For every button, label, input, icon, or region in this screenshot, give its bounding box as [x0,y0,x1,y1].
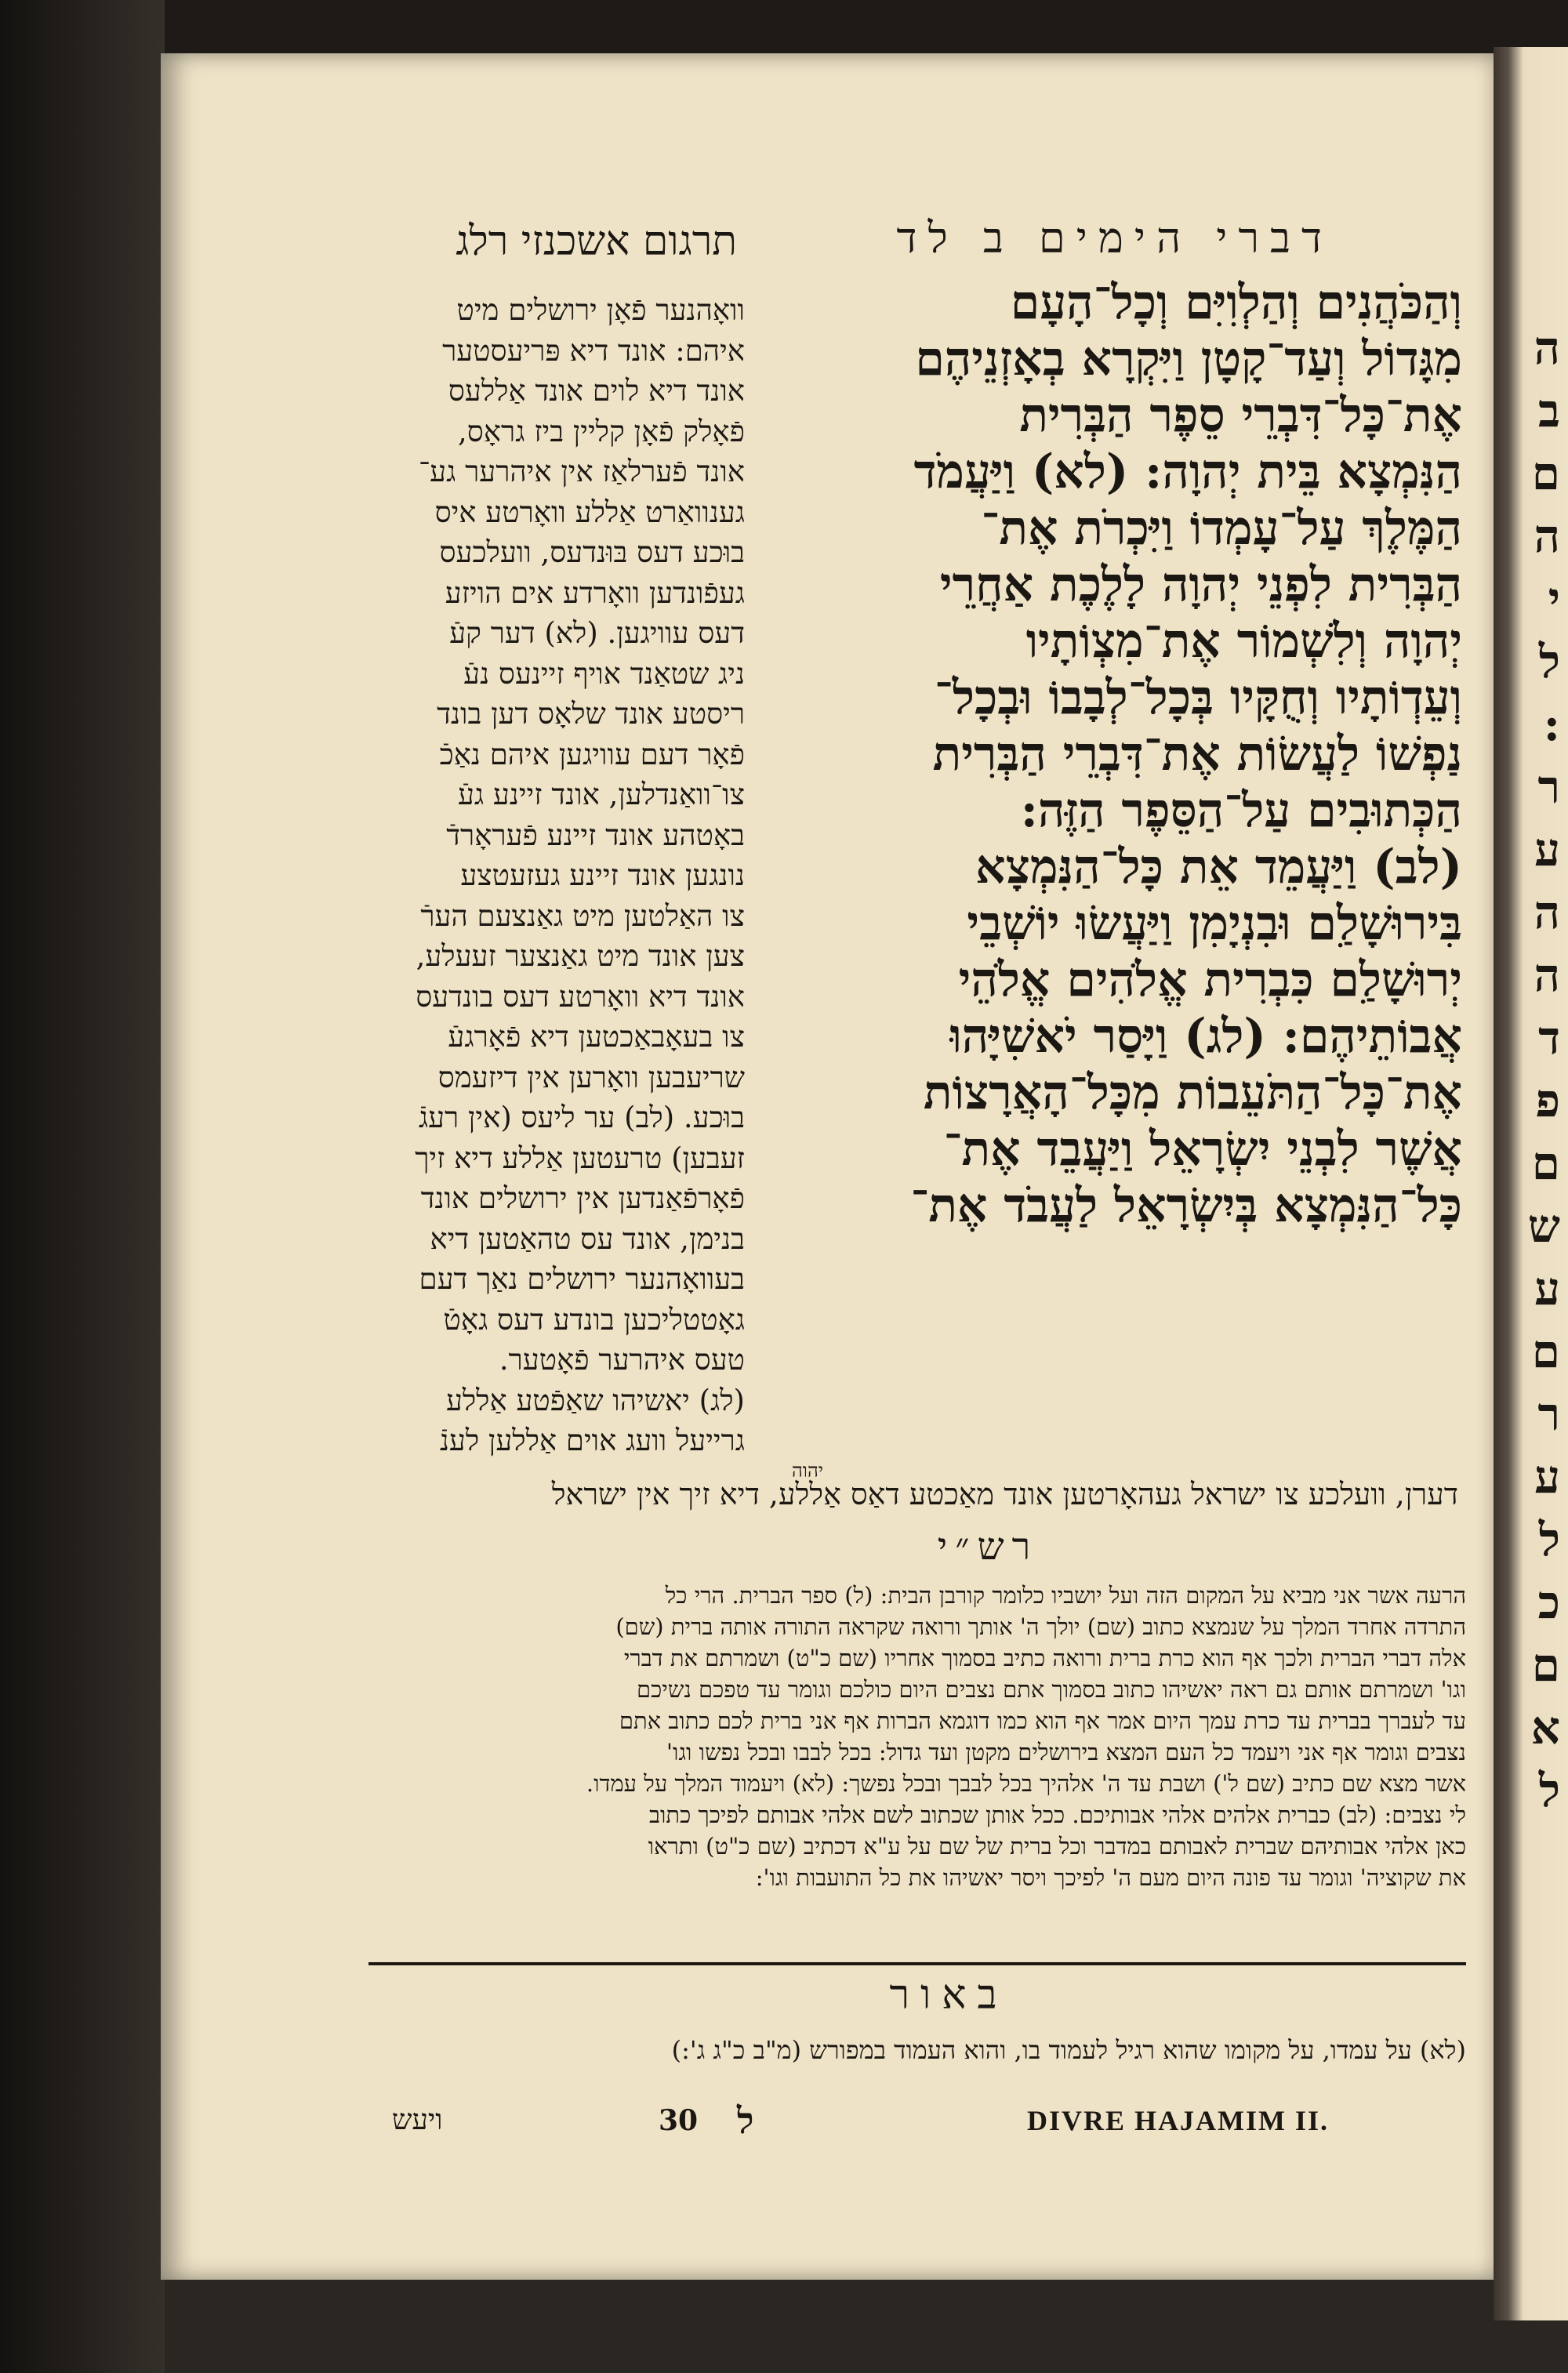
rashi-line: נצבים וגומר אף אני ויעמד כל העם המצא בירושלים מקטן ועד גדול: בכל לבבו ובכל נפשו וגו' [666,1739,1466,1765]
facing-page-text [1494,47,1568,2320]
divider-rule [368,1962,1466,1965]
facing-page-edge [1494,47,1568,2320]
facing-page-char: ל [1538,635,1560,688]
facing-page-char: ה [1534,886,1560,939]
scripture-line: מִגָּדוֹל וְעַד־קָטָן וַיִּקְרָא בְאָזְנֵיהֶם [915,332,1462,386]
page-number: 30 [659,2104,699,2137]
facing-page-char: ש [1527,1199,1560,1253]
rashi-line: לי נצבים: (לב) כברית אלהים אלהי אבותיכם. ככל אותן שכתוב לשם אלהי אבותם לפיכך כתוב [648,1802,1466,1828]
scripture-line: יְהוָה וְלִשְׁמוֹר אֶת־מִצְוֹתָיו [1025,614,1462,669]
facing-page-char: ב [1538,384,1560,437]
divine-name-note: יהוה [792,1460,824,1482]
targum-line: פֿאָרפֿאַנדען אין ירושלים אונד [420,1181,745,1215]
targum-line: דעס עוויגען. (לא) דער קעֿ [449,616,745,650]
biur-heading: באור [889,1972,1008,2019]
facing-page-char: ר [1537,1388,1560,1441]
facing-page-char: ה [1534,949,1560,1002]
catchword: ויעש [392,2104,443,2136]
scripture-line: אֲבוֹתֵיהֶם: (לג) וַיָּסַר יֹאשִׁיָּהוּ [949,1009,1462,1064]
scripture-line: הַמֶּלֶךְ עַל־עָמְדוֹ וַיִּכְרֹת אֶת־ [981,501,1462,556]
facing-page-char: ם [1531,1137,1560,1190]
facing-page-char: ה [1534,321,1560,375]
running-header-book: דברי הימים ב לד [896,213,1333,263]
facing-page-char: ע [1534,1450,1560,1504]
targum-line: גאָטטליכען בונדע דעס גאָטֿ [443,1302,745,1337]
book-cover-top [0,0,1568,55]
book-binding [0,0,165,2373]
targum-line: בעוואָהנער ירושלים נאַך דעם [419,1262,745,1296]
targum-line: איהם: אונד דיא פּריעסטער [442,333,745,368]
targum-line: אונד דיא לוים אונד אַללעס [448,374,745,408]
targum-line: (לג) יאשיהו שאַפֿטע אַללע [445,1383,745,1417]
facing-page-char: ם [1531,447,1560,500]
rashi-heading: רש״י [937,1525,1039,1569]
scripture-line: אֶת־כָּל־הַתֹּעֵבוֹת מִכָּל־הָאֲרָצוֹת [923,1065,1462,1120]
targum-line: פֿאָלק פֿאָן קליין ביז גראָס, [458,414,745,448]
targum-line: וואָהנער פֿאָן ירושלים מיט [456,293,745,327]
facing-page-char: י [1548,572,1560,626]
targum-line: צו בעאָבאַכטען דיא פֿאָרגעֿ [448,1020,745,1054]
facing-page-char: ד [1538,1011,1560,1065]
book-title-footer: DIVRE HAJAMIM II. [1027,2105,1329,2136]
hebrew-page-numeral: ל [737,2099,754,2142]
running-header-targum: תרגום אשכנזי רלג [456,218,737,265]
targum-line: צו האַלטען מיט גאַנצעם הערֿ [420,898,745,933]
facing-page-char: ל [1538,1764,1560,1817]
scripture-line: אֲשֶׁר לִבְנֵי יִשְׂרָאֵל וַיַּעֲבֵד אֶת־ [943,1122,1462,1177]
rashi-line: וגו' ושמרתם אותם גם ראה יאשיהו כתוב בסמוך אתם נצבים היום כולכם וגומר עד טפכם נשיכם [636,1676,1466,1703]
targum-line: נונגען אונד זיינע געזעטצע [460,858,745,892]
facing-page-char: : [1543,698,1560,751]
scripture-line: הַכְּתוּבִים עַל־הַסֵּפֶר הַזֶּה: [1020,783,1462,838]
facing-page-char: ע [1534,1262,1560,1315]
main-text-column [772,274,1462,1427]
facing-page-char: ע [1534,823,1560,876]
rashi-line: כאן אלהי אבותיהם שברית לאבותם במדבר וכל ברית של שם על ע"א דכתיב (שם כ"ט) ותראו [648,1833,1466,1860]
scripture-line: בִּירוּשָׁלִַם וּבִנְיָמִן וַיַּעֲשׂוּ יוֹשְׁבֵי [967,896,1462,951]
rashi-line: אשר מצא שם כתיב (שם ל') ושבת עד ה' אלהיך בכל לבבך ובכל נפשך: (לא) ויעמוד המלך על עמדו. [586,1770,1466,1797]
targum-continuation-line: דערן, וועלכע צו ישראל געהאָרטען אונד מאַכטע דאַס אַללע, דיא זיך אין ישראל [551,1477,1458,1511]
targum-line: ריסטע אונד שלאָס דען בונד [437,697,745,731]
page-footer [361,2097,1466,2144]
targum-line: זעבען) טרעטען אַללע דיא זיך [415,1141,745,1175]
rashi-line: התרדה אחרד המלך על שנמצא כתוב (שם) יולך ה' אותך ורואה שקראה התורה אותה ברית (שם) [615,1613,1466,1640]
facing-page-char: ם [1531,1325,1560,1378]
scripture-line: הַבְּרִית לִפְנֵי יְהוָה לָלֶכֶת אַחֲרֵי [939,557,1462,612]
targum-column [361,290,745,1466]
targum-line: אונד דיא וואָרטע דעס בונדעס [416,979,745,1014]
scripture-line: יְרוּשָׁלִַם כִּבְרִית אֱלֹהִים אֱלֹהֵי [958,952,1462,1007]
facing-page-char: כ [1537,1576,1560,1629]
rashi-commentary [361,1580,1466,1956]
scripture-line: (לב) וַיַּעֲמֵד אֵת כָּל־הַנִּמְצָא [975,840,1462,894]
scripture-line: כָּל־הַנִּמְצָא בְּיִשְׂרָאֵל לַעֲבֹד אֶת־ [910,1178,1462,1233]
targum-line: געפֿונדען וואָרדע אים הויזע [445,575,745,610]
rashi-line: הרעה אשר אני מביא על המקום הזה ועל יושביו כלומר קורבן הבית: (ל) ספר הברית. הרי כל [665,1582,1466,1609]
targum-line: גענוואַרט אַללע וואָרטע איס [434,495,745,529]
rashi-line: עד לעברך בברית עד כרת עמך היום אמר אף הוא כמו דוגמא הברות אף אני ברית לכם כתוב אתם [619,1707,1466,1734]
targum-line: בוּכע דעס בּוּנדעס, וועלכעס [439,535,745,569]
facing-page-char: פ [1535,1074,1560,1127]
targum-line: באָטהע אונד זיינע פֿעראָרדֿ [446,818,745,852]
facing-page-char: ם [1531,1638,1560,1692]
targum-line: טעס איהרער פֿאָטער. [499,1343,745,1377]
targum-line: ניג שטאַנד אויף זיינעס נעֿ [463,656,745,691]
targum-line: צען אונד מיט גאַנצער זעעלע, [416,939,745,973]
targum-line: פֿאָר דעם עוויגען איהם נאַכֿ [439,737,745,771]
targum-line: בוּכע. (לב) ער ליעס (אין רעגֿ [418,1101,745,1134]
targum-line: שריעבען וואָרען אין דיזעמס [437,1060,745,1094]
facing-page-char: א [1530,1701,1560,1754]
rashi-line: אלה דברי הברית ולכך אף הוא כרת ברית ורואה כתיב בסמוך אחריו (שם כ"ט) ושמרתם את דברי [623,1645,1466,1671]
facing-page-char: ר [1537,760,1560,814]
targum-line: צו־וואַנדלען, אונד זיינע געֿ [457,778,745,811]
facing-page-char: ה [1534,510,1560,563]
rashi-line: את שקוציה' וגומר עד פונה היום מעם ה' לפיכך ויסר יאשיהו את כל התועבות וגו': [755,1864,1466,1891]
scripture-line: וְהַכֹּהֲנִים וְהַלְוִיִּם וְכָל־הָעָם [1010,275,1462,330]
scripture-line: נַפְשׁוֹ לַעֲשׂוֹת אֶת־דִּבְרֵי הַבְּרִית [932,727,1462,782]
scripture-line: אֶת־כָּל־דִּבְרֵי סֵפֶר הַבְּרִית [1019,388,1462,443]
scripture-line: וְעֵדְוֹתָיו וְחֻקָּיו בְּכָל־לְבָבוֹ וּבְכָל־ [934,670,1462,725]
facing-page-char: ל [1538,1513,1560,1566]
biur-commentary: (לא) על עמדו, על מקומו שהוא רגיל לעמוד בו, והוא העמוד במפורש (מ"ב כ"ג ג':) [671,2035,1466,2065]
targum-line: אונד פֿערלאַז אין איהרער גע־ [419,455,745,488]
scripture-line: הַנִּמְצָא בֵּית יְהוָה: (לא) וַיַּעֲמֹד [913,444,1462,499]
targum-line: בנימן, אונד עס טהאַטען דיא [430,1221,745,1256]
targum-line: גרייעל וועג אוים אַללען לענֿ [439,1424,745,1457]
